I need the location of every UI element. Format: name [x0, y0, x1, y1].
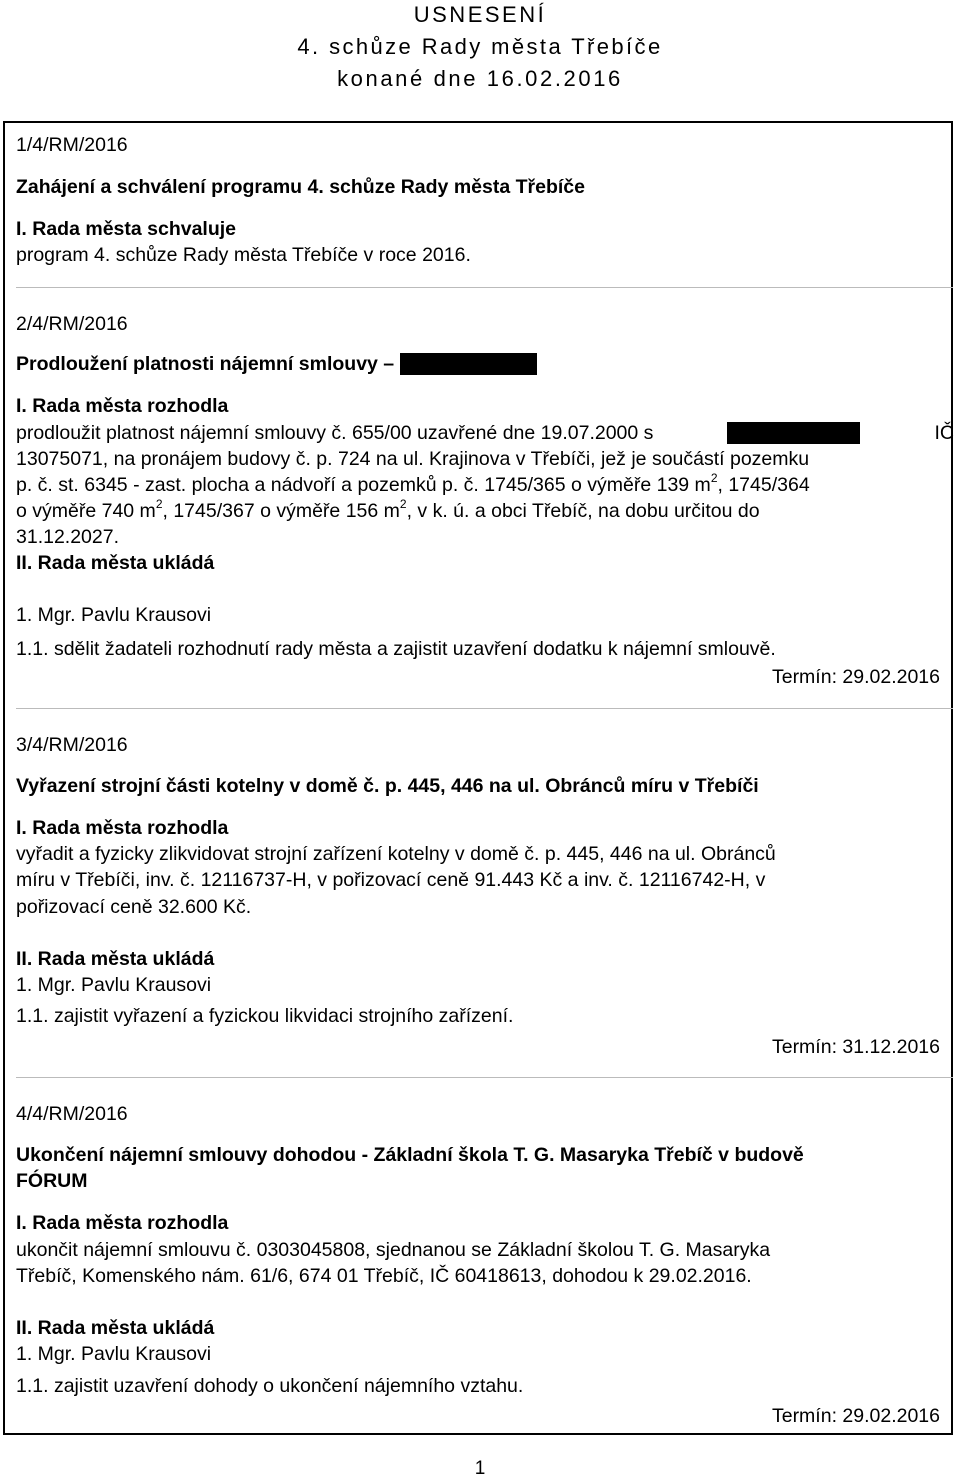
resolution-heading: I. Rada města rozhodla: [16, 1212, 229, 1234]
task-text: 1.1. zajistit vyřazení a fyzickou likvidaci strojního zařízení.: [16, 1005, 514, 1027]
resolution-title-text: Prodloužení platnosti nájemní smlouvy –: [16, 353, 395, 375]
resolution-number: 4/4/RM/2016: [16, 1103, 128, 1125]
text-fragment: 13075071, na pronájem budovy č. p. 724 na ul. Krajinova v Třebíči, jež je součástí pozemku: [16, 448, 810, 470]
redaction-block: [727, 422, 860, 444]
resolution-text-line: pořizovací ceně 32.600 Kč.: [16, 896, 252, 918]
resolution-text-line: [16, 470, 810, 496]
resolution-text-line: [16, 843, 954, 865]
task-text: 1.1. sdělit žadateli rozhodnutí rady města a zajistit uzavření dodatku k nájemní smlouvě.: [16, 638, 776, 660]
text-fragment: ukončit nájemní smlouvu č. 0303045808, sjednanou se Základní školou T. G. Masaryka: [16, 1239, 771, 1261]
resolution-number: 1/4/RM/2016: [16, 134, 128, 156]
resolution-title: Zahájení a schválení programu 4. schůze Rady města Třebíče: [16, 176, 585, 198]
deadline: Termín: 29.02.2016: [771, 1405, 940, 1427]
meeting-date: konané dne 16.02.2016: [337, 66, 623, 91]
resolution-heading: II. Rada města ukládá: [16, 1317, 215, 1339]
task-text: 1.1. zajistit uzavření dohody o ukončení nájemního vztahu.: [16, 1375, 524, 1397]
resolutions-frame: [3, 121, 953, 1435]
superscript: 2: [399, 496, 407, 511]
text-fragment: , 1745/364: [717, 474, 810, 496]
resolution-text-line: [16, 496, 760, 522]
text-fragment: míru v Třebíči, inv. č. 12116737-H, v pořizovací ceně 91.443 Kč a inv. č. 12116742-H, v: [16, 869, 766, 891]
text-fragment: , 1745/367 o výměře 156 m: [162, 500, 400, 522]
responsible-person: 1. Mgr. Pavlu Krausovi: [16, 604, 212, 626]
resolution-text-line: [16, 448, 954, 470]
resolution-heading: I. Rada města rozhodla: [16, 817, 229, 839]
text-fragment: IČ: [934, 422, 954, 444]
resolution-number: 2/4/RM/2016: [16, 313, 128, 335]
resolution-text-line: 31.12.2027.: [16, 526, 120, 548]
text-fragment: , v k. ú. a obci Třebíč, na dobu určitou do: [406, 500, 760, 522]
resolution-text-line: [16, 869, 954, 891]
redaction-block: [400, 353, 537, 375]
resolution-number: 3/4/RM/2016: [16, 734, 128, 756]
section-divider: [16, 287, 953, 288]
resolution-text: program 4. schůze Rady města Třebíče v roce 2016.: [16, 244, 471, 266]
resolution-title-continued: FÓRUM: [16, 1170, 88, 1192]
section-divider: [16, 1077, 953, 1078]
resolution-title: Vyřazení strojní části kotelny v domě č. p. 445, 446 na ul. Obránců míru v Třebíči: [16, 775, 759, 797]
deadline: Termín: 31.12.2016: [771, 1036, 940, 1058]
resolution-text-line: [16, 1239, 954, 1261]
text-fragment: prodloužit platnost nájemní smlouvy č. 655/00 uzavřené dne 19.07.2000 s: [16, 422, 654, 444]
resolution-title: [16, 353, 537, 375]
responsible-person: 1. Mgr. Pavlu Krausovi: [16, 1343, 212, 1365]
section-divider: [16, 708, 953, 709]
deadline: Termín: 29.02.2016: [771, 666, 940, 688]
resolution-text-line: [16, 422, 954, 444]
resolution-heading: I. Rada města rozhodla: [16, 395, 229, 417]
superscript: 2: [710, 470, 718, 485]
resolution-title: Ukončení nájemní smlouvy dohodou - Základní škola T. G. Masaryka Třebíč v budově: [16, 1144, 804, 1166]
text-fragment: o výměře 740 m: [16, 500, 156, 522]
page-number: 1: [474, 1458, 486, 1479]
document-title: USNESENÍ: [413, 2, 547, 27]
resolution-heading: I. Rada města schvaluje: [16, 218, 237, 240]
text-fragment: p. č. st. 6345 - zast. plocha a nádvoří a pozemků p. č. 1745/365 o výměře 139 m: [16, 474, 711, 496]
resolution-text-line: Třebíč, Komenského nám. 61/6, 674 01 Třebíč, IČ 60418613, dohodou k 29.02.2016.: [16, 1265, 752, 1287]
meeting-name: 4. schůze Rady města Třebíče: [297, 34, 663, 59]
superscript: 2: [155, 496, 163, 511]
text-fragment: vyřadit a fyzicky zlikvidovat strojní zařízení kotelny v domě č. p. 445, 446 na ul. Obránců: [16, 843, 776, 865]
responsible-person: 1. Mgr. Pavlu Krausovi: [16, 974, 212, 996]
resolution-heading: II. Rada města ukládá: [16, 948, 215, 970]
resolution-heading: II. Rada města ukládá: [16, 552, 215, 574]
